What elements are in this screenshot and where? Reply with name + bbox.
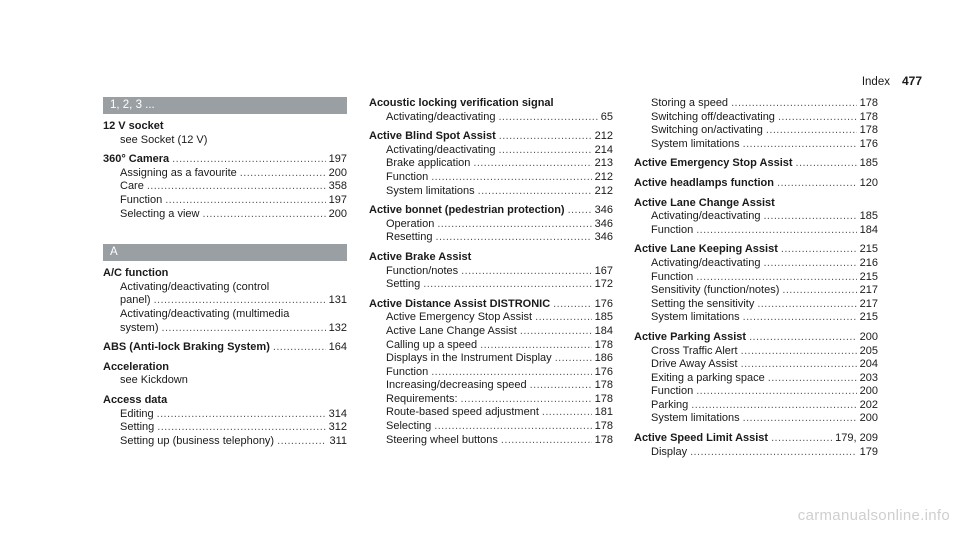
entry-label: Active bonnet (pedestrian protection): [369, 204, 565, 217]
page-reference: 200: [859, 385, 878, 398]
index-subentry[interactable]: [369, 265, 613, 279]
index-subentry[interactable]: [103, 408, 347, 422]
page-reference: 178: [594, 392, 613, 405]
index-subentry[interactable]: [634, 385, 878, 399]
page-reference: 185: [594, 311, 613, 324]
index-subentry[interactable]: [634, 210, 878, 224]
dot-leader: [555, 352, 592, 366]
entry-label: Storing a speed: [651, 97, 729, 109]
page-reference: 204: [859, 358, 878, 371]
entry-label: Care: [120, 180, 144, 193]
dot-leader: [741, 358, 857, 372]
dot-leader: [757, 298, 856, 312]
index-subentry[interactable]: [369, 185, 613, 199]
entry-label: Calling up a speed: [386, 338, 478, 351]
entry-label: Activating/deactivating: [651, 256, 761, 269]
index-subentry[interactable]: [369, 144, 613, 158]
dot-leader: [157, 421, 325, 435]
index-entry[interactable]: [634, 197, 878, 211]
dot-leader: [473, 157, 591, 171]
index-subentry[interactable]: [369, 218, 613, 232]
entry-label: Active Speed Limit Assist: [634, 432, 769, 445]
entry-label: see Kickdown: [120, 374, 188, 387]
page-reference: 346: [594, 231, 613, 244]
page-reference: 120: [859, 176, 878, 189]
index-subentry[interactable]: [634, 124, 878, 138]
entry-label: Function: [120, 193, 163, 206]
dot-leader: [768, 372, 857, 386]
entry-label: Activating/deactivating: [386, 143, 496, 156]
index-subentry[interactable]: [103, 167, 347, 181]
page-reference: 200: [328, 166, 347, 179]
dot-leader: [771, 432, 832, 446]
page-reference: 312: [328, 421, 347, 434]
entry-label: Function: [651, 270, 694, 283]
entry-label: system): [120, 321, 159, 334]
dot-leader: [777, 177, 857, 191]
index-entry[interactable]: [369, 204, 613, 218]
entry-label: Display: [651, 445, 688, 458]
entry-label: Active Lane Keeping Assist: [634, 243, 778, 256]
page-reference: 179: [859, 445, 878, 458]
index-subentry[interactable]: [369, 231, 613, 245]
entry-label: see Socket (12 V): [120, 133, 208, 146]
dot-leader: [696, 271, 856, 285]
dot-leader: [461, 393, 592, 407]
dot-leader: [696, 224, 856, 238]
entry-label: Function/notes: [386, 264, 459, 277]
index-subentry[interactable]: [369, 171, 613, 185]
index-subentry[interactable]: [634, 372, 878, 386]
index-subentry[interactable]: [634, 298, 878, 312]
index-entry[interactable]: [103, 267, 347, 281]
page-reference: 178: [594, 338, 613, 351]
entry-label: Acoustic locking verification signal: [369, 97, 554, 109]
entry-label: Sensitivity (function/notes): [651, 284, 780, 297]
entry-label: Function: [386, 365, 429, 378]
entry-label: Selecting: [386, 420, 432, 433]
entry-label: Requirements:: [386, 392, 458, 405]
index-subentry[interactable]: [103, 208, 347, 222]
dot-leader: [240, 167, 326, 181]
index-column-3: [634, 97, 878, 459]
entry-label: Brake application: [386, 157, 471, 170]
dot-leader: [172, 153, 325, 167]
entry-label: Setting: [120, 421, 155, 434]
page-reference: 65: [600, 110, 613, 123]
index-subentry[interactable]: [103, 180, 347, 194]
page-reference: 178: [594, 420, 613, 433]
dot-leader: [763, 210, 856, 224]
dot-leader: [568, 204, 592, 218]
page-header: [862, 74, 922, 88]
entry-label-line: Activating/deactivating (multimedia: [120, 307, 290, 320]
dot-leader: [147, 180, 326, 194]
index-entry[interactable]: [369, 130, 613, 144]
page-reference: 185: [859, 157, 878, 170]
index-subentry[interactable]: [369, 379, 613, 393]
page-reference: 346: [594, 204, 613, 217]
page-reference: 200: [859, 330, 878, 343]
page-reference: 176: [594, 365, 613, 378]
index-entry[interactable]: [103, 120, 347, 134]
index-subentry[interactable]: [103, 374, 347, 388]
entry-label: Parking: [651, 398, 689, 411]
entry-label: Active Brake Assist: [369, 250, 472, 263]
index-entry[interactable]: [634, 157, 878, 171]
dot-leader: [498, 144, 591, 158]
index-entry[interactable]: [634, 177, 878, 191]
dot-leader: [273, 341, 326, 355]
dot-leader: [763, 257, 856, 271]
dot-leader: [542, 406, 592, 420]
dot-leader: [203, 208, 326, 222]
entry-label: Setting: [386, 278, 421, 291]
dot-leader: [498, 111, 597, 125]
entry-label: Active Parking Assist: [634, 330, 747, 343]
index-subentry[interactable]: [634, 138, 878, 152]
page-reference: 217: [859, 297, 878, 310]
dot-leader: [743, 311, 857, 325]
index-subentry[interactable]: [369, 111, 613, 125]
page-header-title: Index: [861, 76, 890, 88]
index-subentry[interactable]: [103, 421, 347, 435]
entry-label: panel): [120, 294, 151, 307]
dot-leader: [749, 331, 857, 345]
dot-leader: [277, 435, 326, 449]
entry-label: Active Lane Change Assist: [634, 196, 775, 209]
dot-leader: [535, 311, 592, 325]
index-entry[interactable]: [369, 298, 613, 312]
index-column-1: [103, 97, 347, 448]
page-reference: 214: [594, 143, 613, 156]
index-subentry[interactable]: [103, 134, 347, 148]
page-reference: 176: [594, 297, 613, 310]
section-header: A: [103, 244, 347, 261]
dot-leader: [435, 231, 591, 245]
index-entry[interactable]: [634, 331, 878, 345]
entry-label: Active headlamps function: [634, 176, 774, 189]
entry-label-line: Activating/deactivating (control: [120, 280, 270, 293]
index-entry[interactable]: [103, 394, 347, 408]
entry-label: System limitations: [651, 137, 740, 150]
entry-label: Active Distance Assist DISTRONIC: [369, 297, 551, 310]
index-subentry[interactable]: [103, 435, 347, 449]
page-reference: 178: [859, 124, 878, 137]
page-reference: 216: [859, 256, 878, 269]
dot-leader: [165, 194, 325, 208]
page-reference: 132: [328, 321, 347, 334]
index-subentry[interactable]: [369, 157, 613, 171]
index-subentry[interactable]: [634, 311, 878, 325]
dot-leader: [691, 399, 856, 413]
page-reference: 205: [859, 344, 878, 357]
entry-label: Switching off/deactivating: [651, 110, 775, 123]
entry-label: Switching on/activating: [651, 124, 763, 137]
dot-leader: [162, 322, 326, 336]
dot-leader: [478, 185, 592, 199]
page-reference: 178: [859, 110, 878, 123]
entry-label: Activating/deactivating: [651, 210, 761, 223]
entry-label: Setting the sensitivity: [651, 297, 755, 310]
dot-leader: [696, 385, 856, 399]
entry-label: Editing: [120, 407, 154, 420]
dot-leader: [431, 171, 591, 185]
entry-label: 12 V socket: [103, 120, 164, 132]
dot-leader: [778, 111, 857, 125]
page-reference: 164: [328, 341, 347, 354]
dot-leader: [154, 294, 326, 308]
dot-leader: [437, 218, 591, 232]
dot-leader: [157, 408, 326, 422]
entry-label: Function: [651, 385, 694, 398]
entry-label: Access data: [103, 393, 168, 406]
page-reference: 203: [859, 371, 878, 384]
index-subentry[interactable]: [634, 257, 878, 271]
index-subentry[interactable]: [634, 412, 878, 426]
page-reference: 184: [859, 223, 878, 236]
dot-leader: [423, 278, 591, 292]
page-reference: 178: [594, 379, 613, 392]
page-number: 477: [901, 74, 922, 88]
dot-leader: [782, 284, 856, 298]
dot-leader: [461, 265, 591, 279]
dot-leader: [553, 298, 591, 312]
index-subentry[interactable]: [634, 399, 878, 413]
dot-leader: [530, 379, 592, 393]
index-subentry[interactable]: [634, 97, 878, 111]
index-subentry[interactable]: [634, 284, 878, 298]
page-reference: 346: [594, 217, 613, 230]
dot-leader: [480, 339, 592, 353]
entry-label: Active Blind Spot Assist: [369, 130, 496, 143]
page-reference: 185: [859, 210, 878, 223]
index-entry[interactable]: [103, 361, 347, 375]
index-subentry[interactable]: [369, 325, 613, 339]
page-reference: 215: [859, 311, 878, 324]
entry-label: Drive Away Assist: [651, 358, 738, 371]
dot-leader: [520, 325, 592, 339]
dot-leader: [743, 138, 857, 152]
page-reference: 212: [594, 184, 613, 197]
entry-label: A/C function: [103, 267, 169, 280]
page-reference: 200: [328, 207, 347, 220]
index-entry[interactable]: [369, 251, 613, 265]
page-reference: 215: [859, 270, 878, 283]
watermark: carmanualsonline.info: [797, 507, 950, 524]
entry-label: Cross Traffic Alert: [651, 344, 738, 357]
dot-leader: [796, 157, 857, 171]
entry-label: System limitations: [651, 412, 740, 425]
page-reference: 167: [594, 264, 613, 277]
page-reference: 186: [594, 352, 613, 365]
page-reference: 215: [859, 243, 878, 256]
dot-leader: [499, 130, 592, 144]
index-subentry[interactable]: [634, 358, 878, 372]
index-subentry[interactable]: [369, 393, 613, 407]
index-subentry[interactable]: [634, 111, 878, 125]
page-reference: 172: [594, 278, 613, 291]
entry-label: Exiting a parking space: [651, 371, 765, 384]
dot-leader: [731, 97, 857, 111]
page-reference: 314: [328, 407, 347, 420]
index-subentry[interactable]: [634, 224, 878, 238]
page-reference: 358: [328, 180, 347, 193]
entry-label: Assigning as a favourite: [120, 166, 237, 179]
page-reference: 213: [594, 157, 613, 170]
page-reference: 178: [594, 433, 613, 446]
entry-label: Displays in the Instrument Display: [386, 352, 552, 365]
index-subentry[interactable]: [369, 278, 613, 292]
entry-label: Acceleration: [103, 360, 170, 373]
index-subentry[interactable]: [103, 308, 347, 335]
index-subentry[interactable]: [634, 271, 878, 285]
page-reference: 217: [859, 284, 878, 297]
index-subentry[interactable]: [369, 420, 613, 434]
index-column-2: [369, 97, 613, 447]
entry-label: Increasing/decreasing speed: [386, 379, 527, 392]
index-subentry[interactable]: [634, 345, 878, 359]
entry-label: Steering wheel buttons: [386, 433, 498, 446]
dot-leader: [743, 412, 857, 426]
page-reference: 178: [859, 97, 878, 109]
page-reference: 202: [859, 398, 878, 411]
dot-leader: [766, 124, 857, 138]
index-subentry[interactable]: [369, 406, 613, 420]
page-reference: 181: [594, 406, 613, 419]
page-reference: 176: [859, 137, 878, 150]
page-reference: 131: [328, 294, 347, 307]
entry-label: Function: [386, 170, 429, 183]
dot-leader: [741, 345, 857, 359]
section-header: 1, 2, 3 ...: [103, 97, 347, 114]
entry-label: Setting up (business telephony): [120, 434, 275, 447]
entry-label: Selecting a view: [120, 207, 200, 220]
entry-label: Function: [651, 223, 694, 236]
entry-label: Activating/deactivating: [386, 110, 496, 123]
index-entry[interactable]: [103, 153, 347, 167]
index-subentry[interactable]: [369, 352, 613, 366]
page-reference: 197: [328, 193, 347, 206]
index-subentry[interactable]: [369, 434, 613, 448]
page-reference: 311: [329, 434, 347, 447]
index-subentry[interactable]: [634, 446, 878, 460]
page-reference: 212: [594, 170, 613, 183]
entry-label: Active Emergency Stop Assist: [634, 157, 793, 170]
dot-leader: [781, 243, 857, 257]
index-entry[interactable]: [634, 432, 878, 446]
dot-leader: [501, 434, 592, 448]
page-reference: 184: [594, 324, 613, 337]
entry-label: Active Lane Change Assist: [386, 324, 517, 337]
index-entry[interactable]: [103, 341, 347, 355]
index-subentry[interactable]: [369, 339, 613, 353]
dot-leader: [431, 366, 591, 380]
entry-label: Operation: [386, 217, 435, 230]
index-subentry[interactable]: [369, 311, 613, 325]
entry-label: 360° Camera: [103, 153, 170, 166]
index-subentry[interactable]: [103, 194, 347, 208]
dot-leader: [434, 420, 591, 434]
entry-label: Active Emergency Stop Assist: [386, 311, 533, 324]
entry-label: ABS (Anti-lock Braking System): [103, 341, 270, 354]
page-reference: 200: [859, 412, 878, 425]
entry-label: System limitations: [386, 184, 475, 197]
index-subentry[interactable]: [369, 366, 613, 380]
index-subentry[interactable]: [103, 281, 347, 308]
page-reference: 179, 209: [835, 432, 878, 445]
page-reference: 197: [328, 153, 347, 166]
page-reference: 212: [594, 130, 613, 143]
index-entry[interactable]: [634, 243, 878, 257]
entry-label: System limitations: [651, 311, 740, 324]
entry-label: Resetting: [386, 231, 433, 244]
index-entry[interactable]: [369, 97, 613, 111]
entry-label: Route-based speed adjustment: [386, 406, 539, 419]
dot-leader: [690, 446, 857, 460]
